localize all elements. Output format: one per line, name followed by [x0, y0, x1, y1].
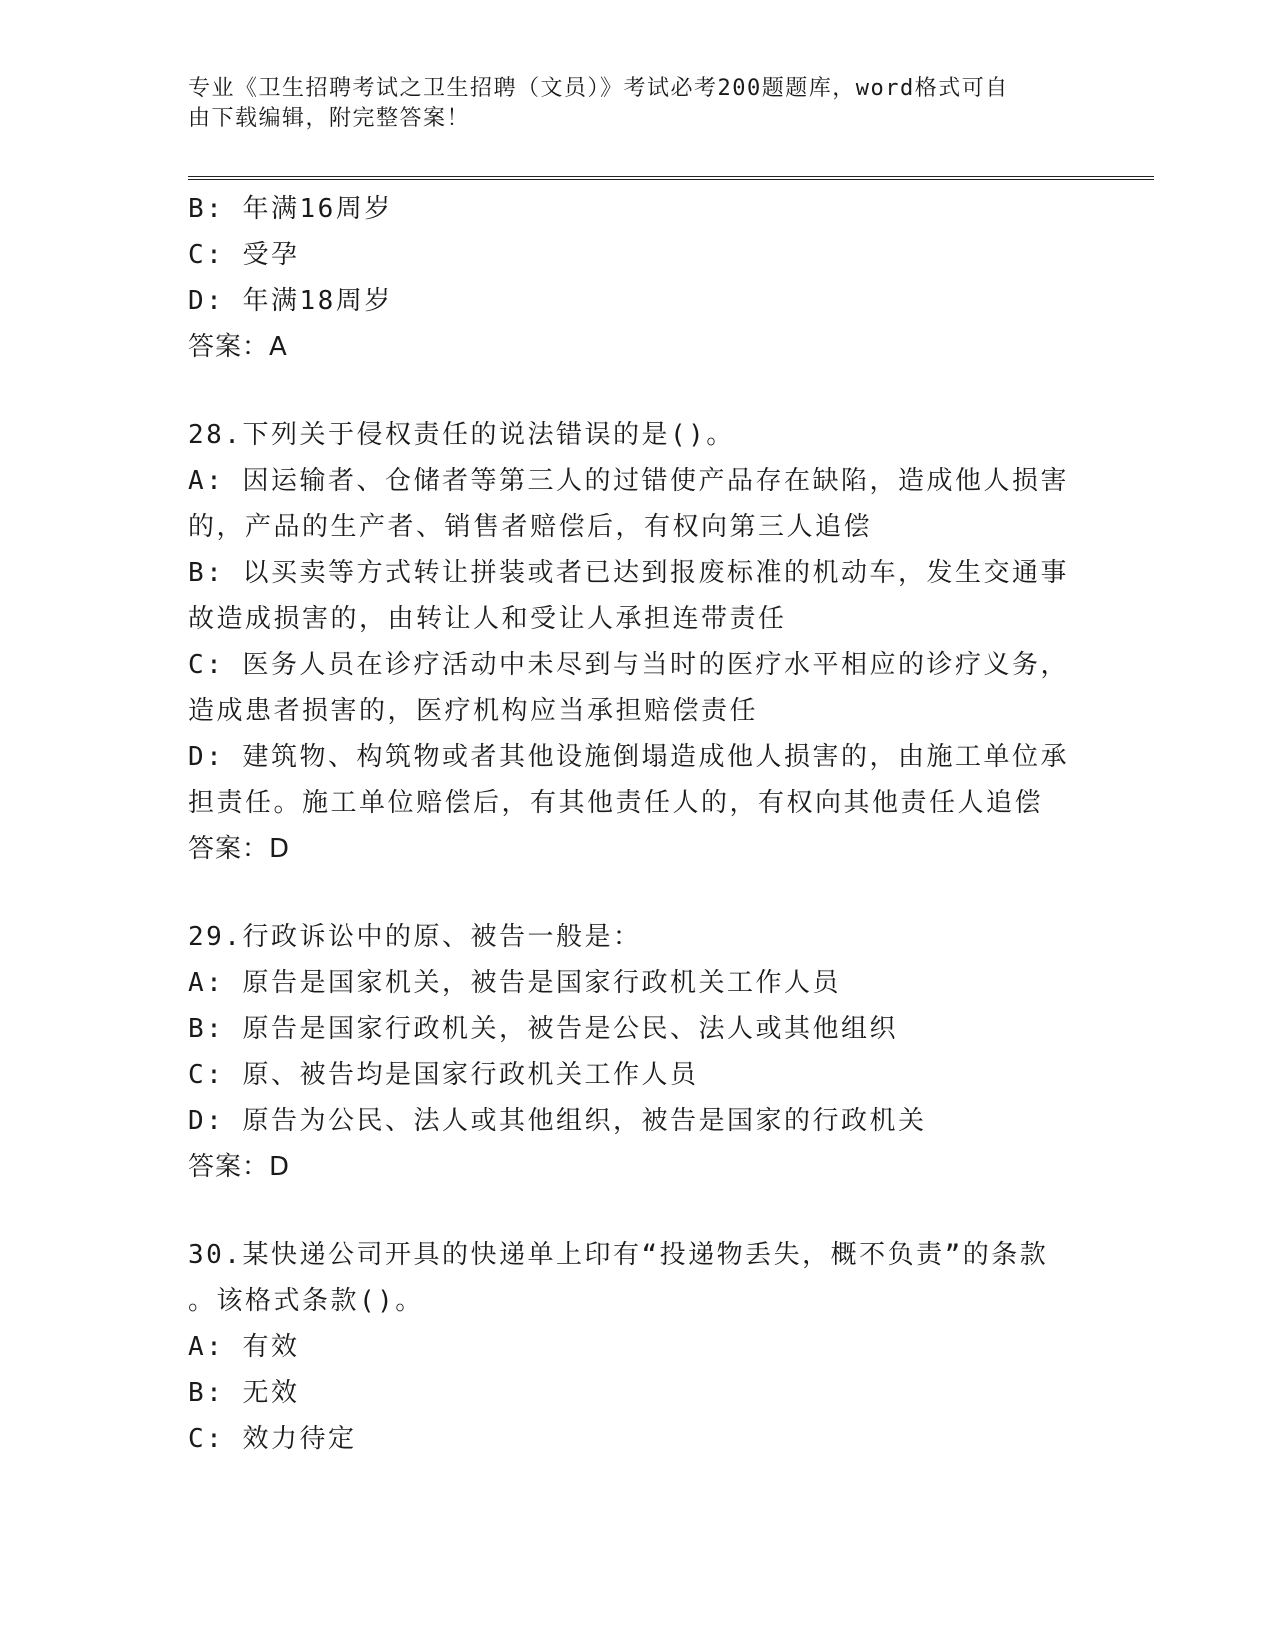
option-c-continued: 造成患者损害的，医疗机构应当承担赔偿责任 — [188, 696, 759, 726]
option-c: C: 受孕 — [188, 240, 300, 270]
option-a: A: 因运输者、仓储者等第三人的过错使产品存在缺陷，造成他人损害 — [188, 466, 1069, 496]
option-b: B: 年满16周岁 — [188, 194, 393, 224]
option-c: C: 原、被告均是国家行政机关工作人员 — [188, 1060, 699, 1090]
option-d-continued: 担责任。施工单位赔偿后，有其他责任人的，有权向其他责任人追偿 — [188, 788, 1044, 818]
header-line-2: 由下载编辑，附完整答案！ — [188, 106, 471, 131]
option-d: D: 年满18周岁 — [188, 286, 393, 316]
answer-line: 答案：A — [188, 332, 288, 362]
option-b: B: 原告是国家行政机关，被告是公民、法人或其他组织 — [188, 1014, 898, 1044]
question-27-tail — [188, 186, 1088, 370]
question-stem: 30.某快递公司开具的快递单上印有“投递物丢失，概不负责”的条款 — [188, 1240, 1049, 1270]
option-a: A: 原告是国家机关，被告是国家行政机关工作人员 — [188, 968, 841, 998]
question-28 — [188, 412, 1088, 872]
option-d: D: 原告为公民、法人或其他组织，被告是国家的行政机关 — [188, 1106, 927, 1136]
answer-line: 答案：D — [188, 834, 291, 864]
option-c: C: 效力待定 — [188, 1424, 357, 1454]
header-line-1: 专业《卫生招聘考试之卫生招聘（文员）》考试必考200题题库，word格式可自 — [188, 76, 1009, 101]
question-list — [188, 186, 1088, 1462]
header-divider — [188, 176, 1154, 180]
question-stem: 29.行政诉讼中的原、被告一般是： — [188, 922, 642, 952]
option-d: D: 建筑物、构筑物或者其他设施倒塌造成他人损害的，由施工单位承 — [188, 742, 1069, 772]
option-c: C: 医务人员在诊疗活动中未尽到与当时的医疗水平相应的诊疗义务， — [188, 650, 1069, 680]
answer-line: 答案：D — [188, 1152, 291, 1182]
option-b-continued: 故造成损害的，由转让人和受让人承担连带责任 — [188, 604, 787, 634]
question-30 — [188, 1232, 1088, 1462]
option-a: A: 有效 — [188, 1332, 300, 1362]
option-b: B: 以买卖等方式转让拼装或者已达到报废标准的机动车，发生交通事 — [188, 558, 1069, 588]
option-a-continued: 的，产品的生产者、销售者赔偿后，有权向第三人追偿 — [188, 512, 873, 542]
option-b: B: 无效 — [188, 1378, 300, 1408]
document-header — [188, 74, 1068, 134]
question-29 — [188, 914, 1088, 1190]
question-stem: 28.下列关于侵权责任的说法错误的是()。 — [188, 420, 735, 450]
question-stem-continued: 。该格式条款()。 — [188, 1286, 424, 1316]
